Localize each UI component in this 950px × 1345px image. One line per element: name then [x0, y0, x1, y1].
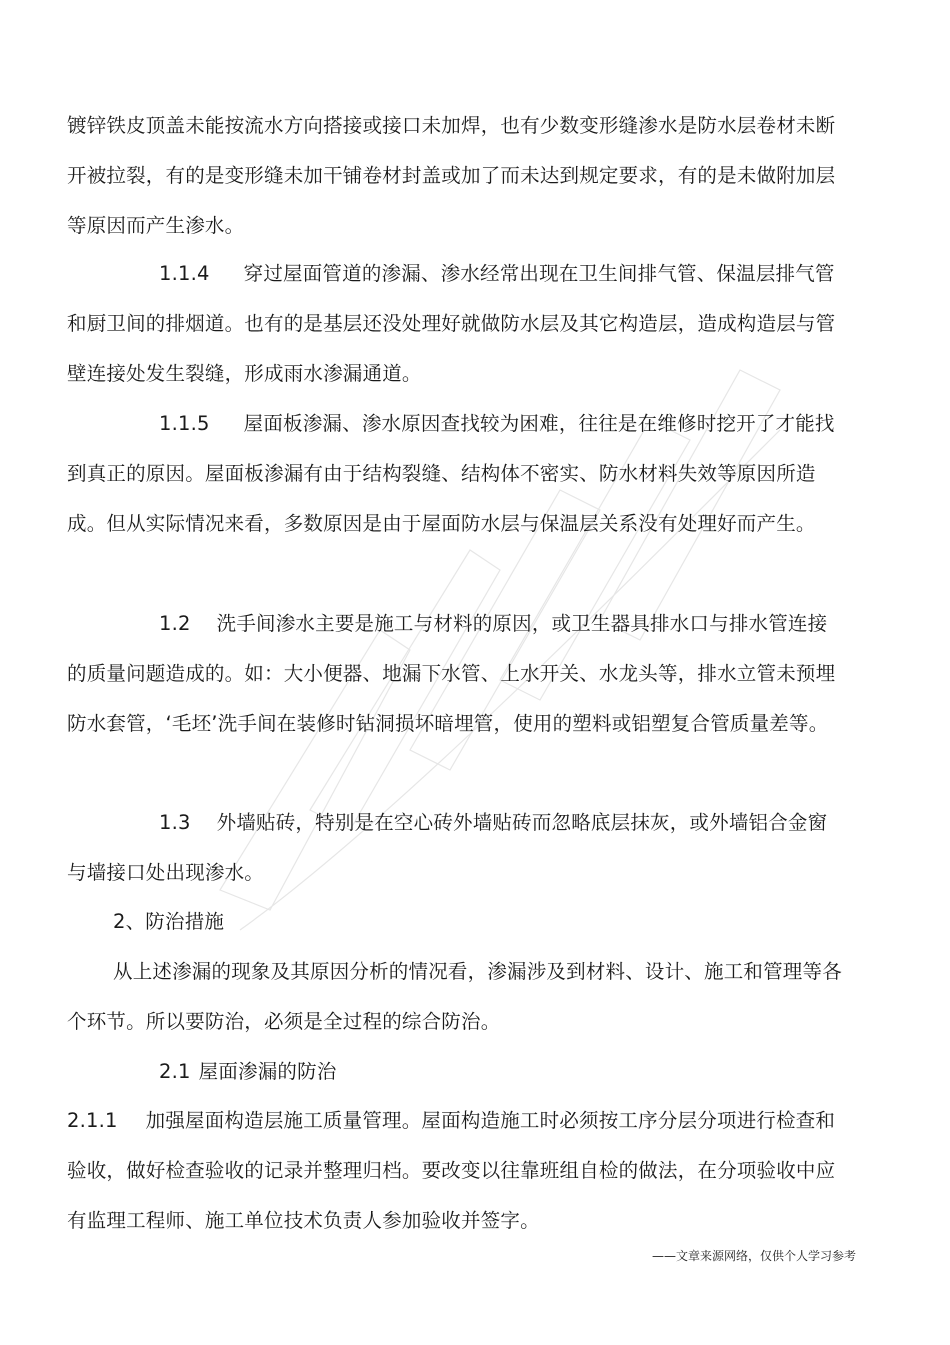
- paragraph-text: 洗手间渗水主要是施工与材料的原因，或卫生器具排水口与排水管连接的质量问题造成的。如：大小便器、地漏下水管、上水开关、水龙头等，排水立管未预埋防水套管，‘毛坯’洗手间在装修时钻洞损坏暗埋管，使用的塑料或铝塑复合管质量差等。: [67, 612, 836, 735]
- section-number: 1.3: [159, 811, 191, 834]
- heading-prevention-measures: 2、防治措施: [113, 910, 225, 933]
- paragraph-analysis: 从上述渗漏的现象及其原因分析的情况看，渗漏涉及到材料、设计、施工和管理等各个环节。所以要防治，必须是全过程的综合防治。: [67, 960, 842, 1033]
- paragraph-text: 加强屋面构造层施工质量管理。屋面构造施工时必须按工序分层分项进行检查和验收，做好检查验收的记录并整理归档。要改变以往靠班组自检的做法，在分项验收中应有监理工程师、施工单位技术负责人参加验收并签字。: [67, 1109, 836, 1232]
- section-number: 1.1.4: [159, 262, 210, 285]
- source-footer: ——文章来源网络，仅供个人学习参考: [651, 1249, 856, 1263]
- paragraph-continuation: 镀锌铁皮顶盖未能按流水方向搭接或接口未加焊，也有少数变形缝渗水是防水层卷材未断开被拉裂，有的是变形缝未加干铺卷材封盖或加了而未达到规定要求，有的是未做附加层等原因而产生渗水。: [67, 114, 836, 237]
- paragraph-text: 屋面板渗漏、渗水原因查找较为困难，往往是在维修时挖开了才能找到真正的原因。屋面板渗漏有由于结构裂缝、结构体不密实、防水材料失效等原因所造成。但从实际情况来看，多数原因是由于屋面防水层与保温层关系没有处理好而产生。: [67, 412, 835, 535]
- heading-2-1: [67, 1047, 842, 1097]
- paragraph-1-2: [67, 599, 842, 749]
- section-number: 2.1: [159, 1060, 191, 1083]
- heading-text: 屋面渗漏的防治: [198, 1060, 337, 1083]
- paragraph-text: 穿过屋面管道的渗漏、渗水经常出现在卫生间排气管、保温层排气管和厨卫间的排烟道。也有的是基层还没处理好就做防水层及其它构造层，造成构造层与管壁连接处发生裂缝，形成雨水渗漏通道。: [67, 262, 836, 385]
- section-number: 1.2: [159, 612, 191, 635]
- section-number: 1.1.5: [159, 412, 210, 435]
- paragraph-1-1-5: [67, 399, 842, 549]
- paragraph-1-3: [67, 798, 842, 898]
- paragraph-2-1-1: [67, 1096, 842, 1246]
- paragraph-1-1-4: [67, 249, 842, 399]
- paragraph-text: 外墙贴砖，特别是在空心砖外墙贴砖而忽略底层抹灰，或外墙铝合金窗与墙接口处出现渗水。: [67, 811, 828, 884]
- section-number: 2.1.1: [67, 1109, 118, 1132]
